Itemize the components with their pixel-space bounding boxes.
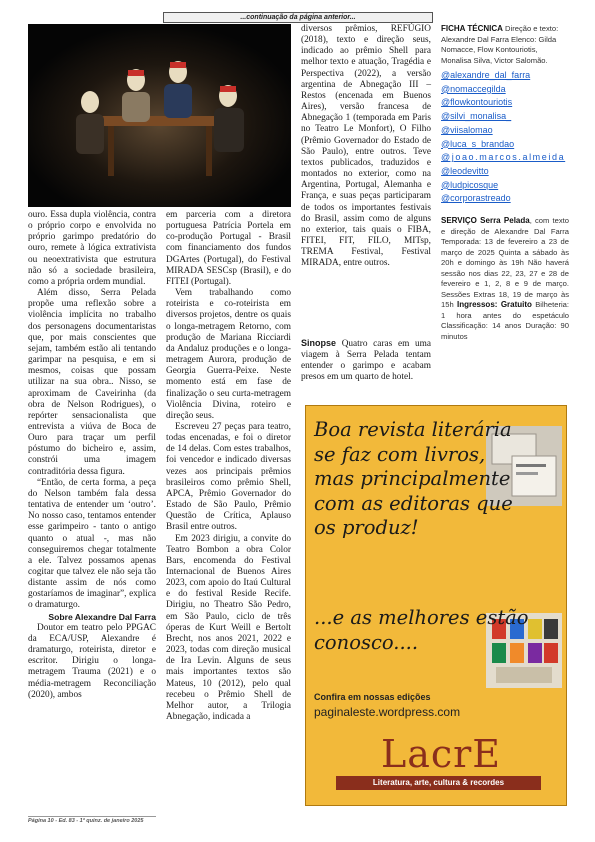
handle-link[interactable]: @silvi_monalisa_ (441, 111, 512, 122)
page-footer: Página 10 - Ed. 83 - 1ª quinz. de janeiro 2025 (28, 816, 156, 825)
paragraph: ouro. Essa dupla violência, contra o próprio corpo e envolvida no próprio garimpo predatório do ouro, remete à lógica extrativista ou neoextrativista que estrutura não só a sociedade brasileira, como a própria ordem mundial. (28, 210, 156, 287)
instagram-handles (441, 69, 569, 206)
handle-link[interactable]: @ludpicosque (441, 179, 499, 190)
paragraph: “Então, de certa forma, a peça do Nelson também fala dessa tentativa de entender um ‘outro’. No nosso caso, tentamos entender esse garimpeiro - tanto o antigo quanto o atual -, mas não conseguiremos chegar totalmente a ele. Talvez possamos apenas cogitar que talvez ele não seja tão distante assim de nós como gostaríamos de imaginar”, explica o dramaturgo. (28, 477, 156, 611)
handle-link[interactable]: @luca_s_brandao (441, 138, 515, 149)
credits-text: Direção e texto: Alexandre Dal Farra Elenco: Gilda Nomacce, Flow Kontouriotis, Monalisa Silva, Victor Salomão. (441, 24, 559, 65)
stage-scene-illustration (28, 24, 291, 207)
ad-caption: Confira em nossas edições (314, 692, 431, 702)
paragraph: em parceria com a diretora portuguesa Patrícia Portela em co-produção Portugal - Brasil com financiamento dos fundos DGArtes (Portugal), do Festival MIRADA SESCsp (Brasil), e do FITEI (Portugal). (166, 210, 291, 287)
handle-link[interactable]: @nomaccegilda (441, 83, 506, 94)
service-text-2: Bilheteria: 1 hora antes do espetáculo Classificação: 14 anos Duração: 90 minutos (441, 300, 569, 341)
paragraph: Em 2023 dirigiu, a convite do Teatro Bombon a obra Color Bars, encomenda do Festival Internacional de Buenos Aires 2023, com apoio do Itaú Cultural e do festival Reside Recife. Dirigiu, no Theatro São Pedro, em São Paulo, ciclo de três óperas de Kurt Weill e Bertolt Brecht, nos anos 2021, 2022 e 2023, todas com direção musical de Ira Levin. Alguns de seus mais importantes textos são Mateus, 10 (2012), pelo qual recebeu o Prêmio Shell de Melhor autor, a Trilogia Abnegação, indicada a (166, 533, 291, 723)
ad-headline: Boa revista literária se faz com livros, mas principalmente com as editoras que os produz! (314, 418, 513, 539)
handle-link[interactable]: @viisalomao (441, 124, 493, 135)
lacre-logo (336, 732, 541, 792)
article-column-2 (166, 210, 291, 723)
credits-label: FICHA TÉCNICA (441, 24, 503, 33)
service-text: , com texto e direção de Alexandre Dal Farra Temporada: 13 de fevereiro a 23 de março de 2025 Quinta a sábado às 20h e domingo às 19h Não haverá sessão nos dias 22, 23, 27 e 28 de fevereiro e 1, 2, 8 e 9 de março. Sessões Extras 18, 19 de março às 15h (441, 216, 569, 310)
service-info (441, 216, 569, 342)
credits-block (441, 24, 569, 66)
logo-tagline: Literatura, arte, cultura & recordes (336, 776, 541, 790)
advertisement[interactable] (305, 405, 567, 806)
handle-link[interactable]: @joao.marcos.almeida (441, 152, 566, 163)
paragraph: Escreveu 27 peças para teatro, todas encenadas, e foi o diretor de 14 delas. Com estes trabalhos, foi vencedor e indicado diversas vezes aos principais prêmios brasileiros como prêmio Shell, APCA, Prêmio Governador do Estado de São Paulo, Prêmio Questão de Crítica, Aplauso Brasil entre outros. (166, 421, 291, 533)
synopsis-text: Quatro caras em uma viagem à Serra Pelada tentam entender o garimpo e acabam presos em um quarto de hotel. (301, 339, 431, 383)
paragraph: diversos prêmios, REFÚGIO (2018), texto e direção seus, indicado ao prêmio Shell para melhor texto e atuação, Tragédia e Perspectiva (2022), a versão argentina de Abnegação III – Restos (encenada em Buenos Aires), versão francesa de Abnegação 1 (temporada em Paris no Teatro Le Monfort), O Filho (Prêmio Governador do Estado de São Paulo), entre outros. Teve textos publicados, traduzidos e montados no exterior, como na Argentina, Portugal, Alemanha e França, e suas peças participaram de todos os importantes festivais do Brasil, assim como de alguns no exterior, tais quais o FIBA, FITEI, FIT, FILO, MITsp, TREMA Festival, Festival MIRADA, entre outros. (301, 24, 431, 269)
logo-wordmark: LacrE (380, 732, 502, 776)
section-heading: Sobre Alexandre Dal Farra (48, 611, 156, 622)
continuation-banner: ...continuação da página anterior... (163, 12, 433, 23)
paragraph: Além disso, Serra Pelada propõe uma reflexão sobre a violência implícita no trabalho dos personagens documentaristas que, por mais conscientes que sejam, também estão ali tentando garimpar na pesquisa, e em si mesmos, coisas que possam utilizar na sua obra.. Nisso, se aproximam de Caveirinha (da obra de Nelson Rodrigues), o repórter sensacionalista que entrevista a viúva de Boca de Ouro para traçar um perfil póstumo do bicheiro e, assim, constrói uma imagem contraditória dessa figura. (28, 288, 156, 477)
theater-photo (28, 24, 291, 207)
handle-link[interactable]: @flowkontouriotis (441, 97, 513, 108)
info-sidebar (441, 24, 569, 342)
synopsis-label: Sinopse (301, 338, 337, 348)
ad-subline: ...e as melhores estão conosco.... (314, 606, 529, 654)
article-column-3 (301, 24, 431, 269)
service-label: SERVIÇO (441, 216, 477, 226)
tickets-info: Ingressos: Gratuito (456, 300, 532, 310)
handle-link[interactable]: @corporastreado (441, 193, 511, 204)
ad-url-link[interactable]: paginaleste.wordpress.com (314, 705, 461, 719)
paragraph: Vem trabalhando como roteirista e co-roteirista em diversos projetos, dentre os quais o longa-metragem Retorno, com produção de Mariana Ricciardi da Andaluz produções e o longa-metragem Aurora, produção de Georgia Guerra-Peixe. Neste momento está em fase de finalização o seu curta-metragem Violência Divina, roteiro e direção seus. (166, 288, 291, 421)
handle-link[interactable]: @alexandre_dal_farra (441, 70, 531, 80)
service-venue: Serra Pelada (476, 216, 530, 226)
article-column-1 (28, 210, 156, 701)
synopsis (301, 338, 431, 384)
paragraph: Doutor em teatro pelo PPGAC da ECA/USP, Alexandre é dramaturgo, roteirista, diretor e escritor. Dirigiu o longa-metragem Trauma (2021) e o média-metragem Reconciliação (2020), ambos (28, 622, 156, 700)
handle-link[interactable]: @leodevitto (441, 165, 489, 176)
